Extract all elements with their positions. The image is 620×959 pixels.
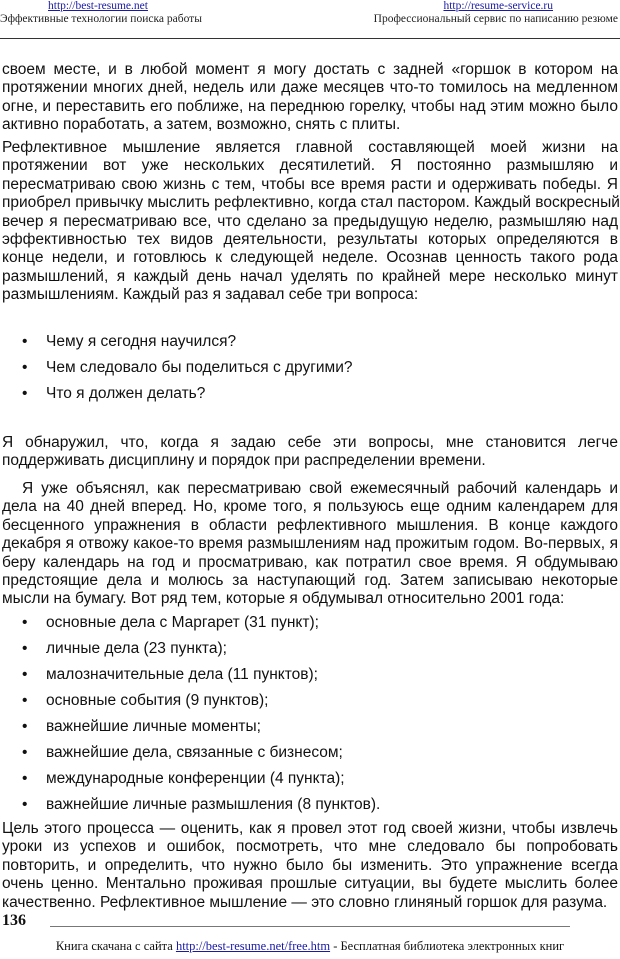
- text-line: размышлениям. Каждый раз я задавал себе три вопроса:: [2, 286, 419, 304]
- list-item-text: малозначительные дела (11 пунктов);: [46, 666, 318, 683]
- text-line: предстоящие дела и молюсь за наступающий год. Затем записываю некоторые: [2, 571, 618, 589]
- text-line: протяжении многих дней, недель или даже месяцев что-то томилось на медленном: [2, 79, 618, 97]
- list-item-text: Чему я сегодня научился?: [46, 333, 237, 350]
- list-item: [22, 610, 319, 636]
- bullet-icon: •: [22, 333, 28, 350]
- text-line: дела на 40 дней вперед. Но, кроме того, я пользуюсь еще одним календарем для: [2, 498, 618, 516]
- list-item: [22, 636, 227, 662]
- text-line: Рефлективное мышление является главной составляющей моей жизни на: [2, 139, 618, 156]
- bullet-icon: •: [22, 770, 28, 787]
- list-item-text: международные конференции (4 пункта);: [46, 770, 345, 787]
- page-number: 136: [2, 912, 26, 929]
- text-line: своем месте, и в любой момент я могу достать с задней «горшок в котором на: [2, 61, 618, 78]
- text-line: протяжении вот уже нескольких десятилетий. Я постоянно размышляю и: [2, 157, 618, 175]
- list-item-text: основные события (9 пунктов);: [46, 692, 269, 709]
- header-divider: [0, 38, 620, 39]
- header-left-text: Эффективные технологии поиска работы: [0, 13, 202, 25]
- bullet-icon: •: [22, 640, 28, 657]
- list-item: [22, 792, 380, 818]
- paragraph: [2, 480, 618, 609]
- list-item-text: личные дела (23 пункта);: [46, 640, 227, 657]
- list-item-text: Чем следовало бы поделиться с другими?: [46, 359, 353, 376]
- text-line: уроки из успехов и ошибок, посмотреть, что мне следовало бы попробовать: [2, 838, 618, 856]
- text-line: Я уже объяснял, как пересматриваю свой ежемесячный рабочий календарь и: [22, 480, 618, 497]
- bullet-icon: •: [22, 666, 28, 683]
- text-line: приобрел привычку мыслить рефлективно, когда стал пастором. Каждый воскресный: [2, 194, 620, 212]
- paragraph: [2, 434, 618, 471]
- list-item: [22, 662, 318, 688]
- text-line: Я обнаружил, что, когда я задаю себе эти вопросы, мне становится легче: [2, 434, 618, 451]
- text-line: активно поработать, а затем, возможно, снять с плиты.: [2, 116, 401, 134]
- text-line: огне, и переставить его поближе, на переднюю горелку, чтобы над этим можно было: [2, 97, 618, 115]
- bullet-icon: •: [22, 718, 28, 735]
- paragraph: [2, 61, 618, 135]
- footer-suffix: - Бесплатная библиотека электронных книг: [330, 939, 565, 953]
- header-right-link[interactable]: http://resume-service.ru: [443, 0, 553, 12]
- text-line: Цель этого процесса — оценить, как я провел этот год своей жизни, чтобы извлечь: [2, 820, 618, 837]
- list-item: [22, 381, 205, 407]
- list-item: [22, 740, 343, 766]
- bullet-icon: •: [22, 744, 28, 761]
- bullet-icon: •: [22, 359, 28, 376]
- text-line: очень ценно. Ментально проживая прошлые ситуации, вы будете мыслить более: [2, 875, 618, 893]
- list-item: [22, 766, 345, 792]
- text-line: бесценного упражнения в области рефлективного мышления. В конце каждого: [2, 516, 618, 534]
- text-line: эффективностью тех видов деятельности, результаты которых определяются в: [2, 230, 618, 248]
- footer: [0, 938, 620, 954]
- header-left-link[interactable]: http://best-resume.net: [48, 0, 148, 12]
- footer-link[interactable]: http://best-resume.net/free.htm: [175, 939, 331, 953]
- text-line: пересматриваю свою жизнь с тем, чтобы все время расти и одерживать победы. Я: [2, 175, 618, 193]
- text-line: поддерживать дисциплину и порядок при распределении времени.: [2, 452, 486, 470]
- text-line: качественно. Рефлективное мышление — это словно глиняный горшок для разума.: [2, 893, 608, 911]
- bullet-icon: •: [22, 692, 28, 709]
- list-item-text: Что я должен делать?: [46, 385, 206, 402]
- text-line: размышлений, я каждый день начал уделять по крайней мере несколько минут: [2, 267, 618, 285]
- list-item-text: важнейшие личные размышления (8 пунктов).: [46, 796, 381, 813]
- footer-prefix: Книга скачана с сайта: [55, 939, 176, 953]
- paragraph: [2, 139, 618, 305]
- list-item: [22, 329, 236, 355]
- list-item-text: важнейшие личные моменты;: [46, 718, 261, 735]
- text-line: мысли на бумагу. Вот ряд тем, которые я обдумывал относительно 2001 года:: [2, 590, 565, 608]
- text-line: декабря я отвожу какое-то время размышлениям над прожитым годом. Во-первых, я: [2, 535, 618, 553]
- text-line: конце недели, и готовлюсь к следующей неделе. Осознав ценность такого рода: [2, 249, 618, 267]
- text-line: беру календарь на год и просматриваю, как потратил свое время. Я обдумываю: [2, 553, 618, 571]
- list-item: [22, 688, 268, 714]
- header-right-text: Профессиональный сервис по написанию резюме: [373, 13, 618, 25]
- list-item: [22, 355, 353, 381]
- bullet-icon: •: [22, 796, 28, 813]
- bullet-icon: •: [22, 614, 28, 631]
- list-item-text: важнейшие дела, связанные с бизнесом;: [46, 744, 343, 761]
- footer-divider: [50, 926, 570, 927]
- bullet-icon: •: [22, 385, 28, 402]
- text-line: вечер я пересматриваю все, что сделано за предыдущую неделю, размышляю над: [2, 212, 618, 230]
- list-item-text: основные дела с Маргарет (31 пункт);: [46, 614, 319, 631]
- list-item: [22, 714, 261, 740]
- paragraph: [2, 820, 618, 912]
- text-line: повторить, и определить, что нужно было бы изменить. Это упражнение всегда: [2, 856, 618, 874]
